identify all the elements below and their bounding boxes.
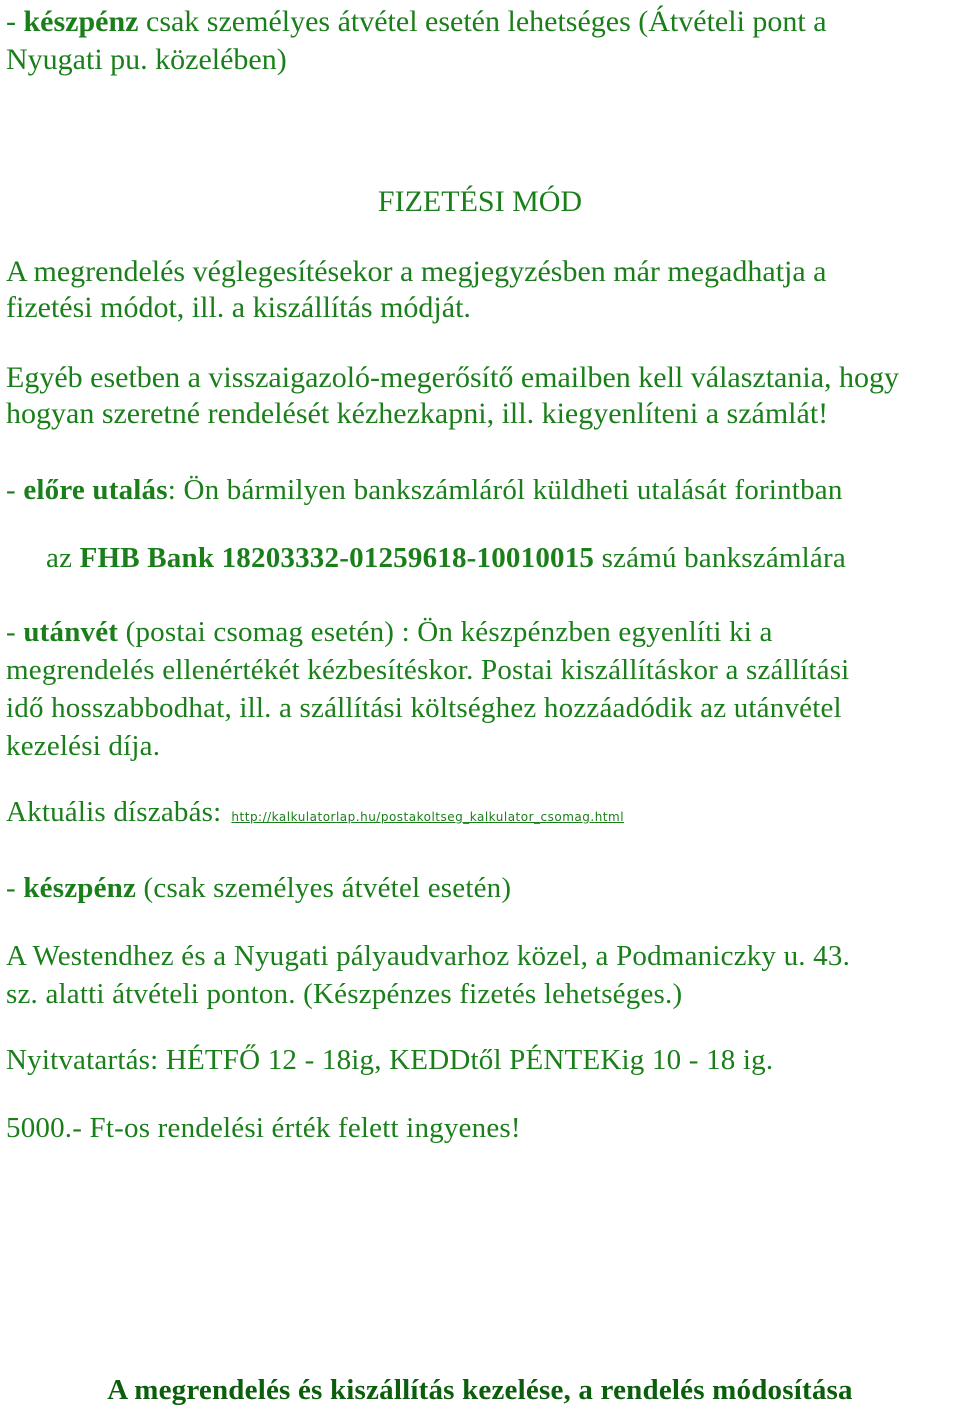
payment-intro-line1: A megrendelés véglegesítésekor a megjegyzésben már megadhatja a [6, 255, 827, 288]
cash-label: készpénz [23, 5, 139, 38]
cod-label: utánvét [23, 616, 119, 648]
cash-section-line [6, 870, 511, 906]
rates-link[interactable]: http://kalkulatorlap.hu/postakoltseg_kalkulator_csomag.html [231, 810, 625, 824]
bank-account-number: FHB Bank 18203332-01259618-10010015 [79, 542, 595, 574]
payment-intro-line2: fizetési módot, ill. a kiszállítás módját. [6, 291, 471, 324]
location-line1: A Westendhez és a Nyugati pályaudvarhoz közel, a Podmaniczky u. 43. [6, 940, 851, 972]
payment-other-line1: Egyéb esetben a visszaigazoló-megerősítő emailben kell választania, hogy [6, 361, 900, 394]
cash-intro-text: csak személyes átvétel esetén lehetséges (Átvételi pont a [138, 5, 827, 38]
bullet-dash: - [6, 616, 24, 648]
bank-account-line [46, 540, 846, 576]
bullet-dash: - [6, 5, 24, 38]
free-shipping-note: 5000.- Ft-os rendelési érték felett ingyenes! [6, 1112, 521, 1144]
payment-other-line2: hogyan szeretné rendelését kézhezkapni, ill. kiegyenlíteni a számlát! [6, 397, 829, 430]
cash-section-text: (csak személyes átvétel esetén) [136, 872, 512, 904]
prepay-label: előre utalás [23, 474, 168, 506]
cash-intro-line1 [6, 4, 827, 40]
payment-heading: FIZETÉSI MÓD [377, 185, 583, 218]
bullet-dash: - [6, 474, 24, 506]
bank-suffix: számú bankszámlára [594, 542, 846, 574]
cash-intro-line2: Nyugati pu. közelében) [6, 43, 287, 76]
cod-text: (postai csomag esetén) : Ön készpénzben egyenlíti ki a [118, 616, 773, 648]
rates-line [6, 794, 624, 835]
cod-line3: idő hosszabbodhat, ill. a szállítási költséghez hozzáadódik az utánvétel [6, 692, 842, 724]
cod-line1 [6, 614, 773, 650]
rates-label: Aktuális díszabás: [6, 796, 222, 828]
bank-prefix: az [46, 542, 80, 574]
order-handling-heading: A megrendelés és kiszállítás kezelése, a rendelés módosítása [107, 1374, 853, 1406]
prepay-line [6, 472, 843, 508]
cod-line2: megrendelés ellenértékét kézbesítéskor. Postai kiszállításkor a szállítási [6, 654, 850, 686]
bullet-dash: - [6, 872, 24, 904]
location-line2: sz. alatti átvételi ponton. (Készpénzes fizetés lehetséges.) [6, 978, 683, 1010]
cod-line4: kezelési díja. [6, 730, 161, 762]
prepay-text: : Ön bármilyen bankszámláról küldheti utalását forintban [167, 474, 843, 506]
opening-hours: Nyitvatartás: HÉTFŐ 12 - 18ig, KEDDtől PÉNTEKig 10 - 18 ig. [6, 1044, 774, 1076]
cash-section-label: készpénz [23, 872, 137, 904]
